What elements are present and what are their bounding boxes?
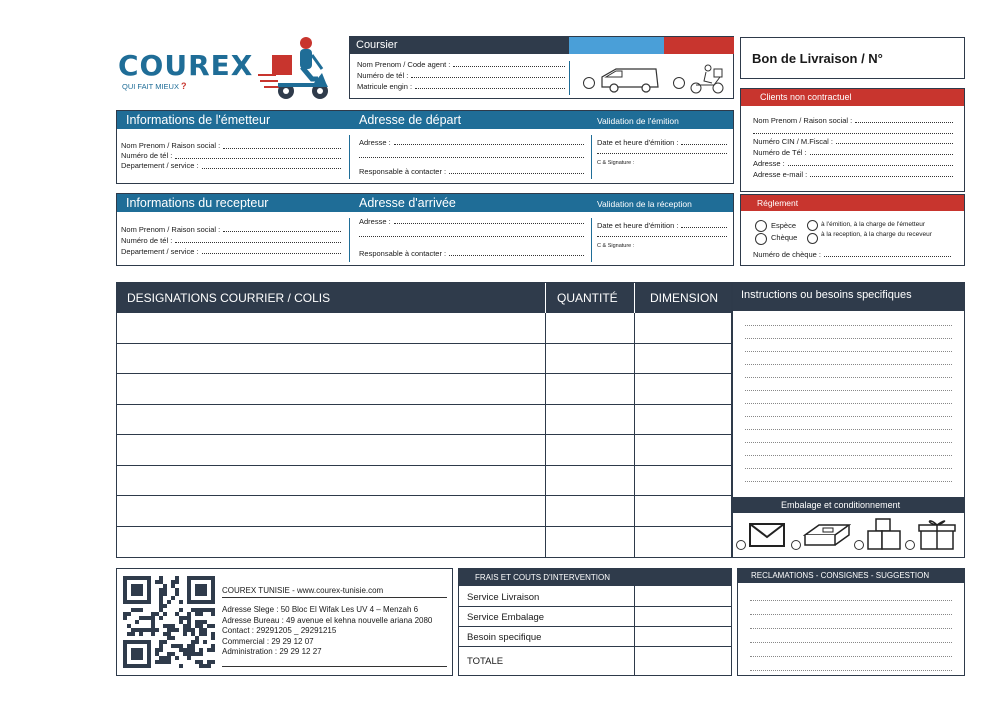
row-col-sep (634, 435, 635, 465)
dotted-line (745, 377, 952, 378)
reception-label: à la reception, à la charge du receveur (821, 231, 932, 238)
row-col-sep (545, 466, 546, 496)
clients-field-cin[interactable]: Numéro CIN / M.Fiscal : (753, 136, 953, 147)
instructions-lines[interactable] (733, 311, 964, 497)
logo-tagline: QUI FAIT MIEUX ? (122, 81, 187, 91)
dotted-line (745, 429, 952, 430)
row-col-sep (634, 466, 635, 496)
frais-title: FRAIS ET COUTS D'INTERVENTION (475, 573, 611, 582)
designations-col-header: DESIGNATIONS COURRIER / COLIS (127, 291, 331, 305)
clients-field-name-extra[interactable] (753, 126, 953, 134)
box-flat-radio[interactable] (791, 540, 801, 550)
van-radio[interactable] (583, 77, 595, 89)
reglement-header (741, 195, 964, 211)
coursier-header (350, 37, 569, 54)
dimension-col-header: DIMENSION (650, 291, 719, 305)
company-name-underline (222, 597, 447, 598)
company-lines (222, 605, 432, 658)
reception-signature-label: C & Signature : (597, 243, 635, 249)
coursier-title: Coursier (356, 39, 398, 51)
quantite-col-header: QUANTITÉ (557, 291, 618, 305)
recepteur-field-name[interactable]: Nom Prenom / Raison social : (121, 224, 341, 235)
reception-radio[interactable] (807, 233, 818, 244)
dotted-line (745, 351, 952, 352)
table-row[interactable] (117, 527, 731, 558)
instructions-title: Instructions ou besoins specifiques (741, 289, 912, 301)
dotted-line (745, 364, 952, 365)
company-adresse-bureau: Adresse Bureau : 49 avenue el kehna nouvelle ariana 2080 (222, 615, 433, 625)
table-row[interactable] (117, 374, 731, 405)
emition-date-field[interactable]: Date et heure d'émition : (597, 137, 727, 148)
cheque-label: Chèque (771, 233, 798, 242)
dotted-line (745, 442, 952, 443)
frais-row-1[interactable]: Service Livraison (459, 586, 731, 607)
company-name: COUREX TUNISIE - www.courex-tunisie.com (222, 586, 384, 595)
reclamations-title: RECLAMATIONS - CONSIGNES - SUGGESTION (751, 571, 930, 580)
row-col-sep (634, 313, 635, 343)
qr-code-icon (123, 576, 215, 668)
clients-field-tel[interactable]: Numéro de Tél : (753, 147, 953, 158)
clients-title: Clients non contractuel (760, 92, 852, 102)
flat-box-icon (803, 521, 851, 549)
row-col-sep (545, 435, 546, 465)
depart-adresse-line-2[interactable] (359, 157, 584, 158)
emetteur-field-name[interactable]: Nom Prenom / Raison social : (121, 141, 341, 151)
envelope-radio[interactable] (736, 540, 746, 550)
envelope-icon (748, 521, 786, 549)
company-contact: Contact : 29291205 _ 29291215 (222, 626, 337, 635)
scooter-courier-icon (256, 35, 334, 101)
stacked-boxes-icon (866, 517, 902, 551)
clients-fields (753, 115, 953, 180)
reception-date-field[interactable]: Date et heure d'émition : (597, 220, 727, 231)
designations-table (116, 282, 732, 558)
emition-date-line-2[interactable] (597, 153, 727, 154)
frais-row-total[interactable]: TOTALE (467, 656, 504, 667)
coursier-divider (569, 61, 570, 95)
dotted-line (745, 338, 952, 339)
recepteur-fields (121, 224, 341, 257)
bon-livraison-panel (740, 37, 965, 79)
frais-row-2[interactable]: Service Embalage (459, 607, 731, 627)
emition-radio[interactable] (807, 220, 818, 231)
dotted-line (745, 468, 952, 469)
coursier-header-red (664, 37, 734, 54)
dotted-line (750, 642, 952, 643)
reglement-panel (740, 194, 965, 266)
coursier-header-blue (569, 37, 664, 54)
table-row[interactable] (117, 313, 731, 344)
clients-header (741, 89, 964, 106)
validation-reception-title: Validation de la réception (597, 199, 692, 209)
frais-col-sep (634, 586, 635, 675)
reception-date-line-2[interactable] (597, 236, 727, 237)
company-commercial: Commercial : 29 29 12 07 (222, 636, 314, 646)
coursier-field-name[interactable]: Nom Prenom / Code agent : (357, 59, 565, 70)
recepteur-panel (116, 193, 734, 266)
row-col-sep (634, 496, 635, 526)
cheque-radio[interactable] (755, 233, 767, 245)
instructions-panel (732, 282, 965, 558)
emetteur-fields (121, 141, 341, 171)
bon-title: Bon de Livraison / N° (752, 51, 883, 66)
reglement-title: Réglement (757, 198, 799, 208)
emballage-title: Embalage et conditionnement (781, 500, 901, 510)
table-row[interactable] (117, 496, 731, 527)
gift-radio[interactable] (905, 540, 915, 550)
company-adresse-siege: Adresse Slege : 50 Bloc El Wifak Les UV 4 – Menzah 6 (222, 605, 419, 614)
row-col-sep (545, 496, 546, 526)
arrivee-adresse-line-2[interactable] (359, 236, 584, 237)
clients-field-adresse[interactable]: Adresse : (753, 158, 953, 169)
arrivee-responsable-field[interactable]: Responsable à contacter : (359, 248, 584, 259)
dotted-line (745, 455, 952, 456)
emballage-header (733, 497, 964, 513)
dotted-line (750, 656, 952, 657)
dotted-line (750, 600, 952, 601)
dotted-line (745, 325, 952, 326)
table-row[interactable] (117, 344, 731, 375)
emition-signature-label: C & Signature : (597, 160, 635, 166)
coursier-field-matricule[interactable]: Matricule engin : (357, 81, 565, 92)
validation-emition-title: Validation de l'émition (597, 116, 679, 126)
table-row[interactable] (117, 466, 731, 497)
dotted-line (745, 403, 952, 404)
frais-panel (458, 568, 732, 676)
row-col-sep (634, 344, 635, 374)
van-icon (598, 65, 662, 95)
coursier-panel (349, 36, 734, 99)
company-panel (116, 568, 453, 676)
row-col-sep (545, 374, 546, 404)
logo (118, 35, 333, 105)
reclamations-lines[interactable] (738, 583, 964, 675)
depart-responsable-field[interactable]: Responsable à contacter : (359, 166, 584, 177)
emetteur-panel (116, 110, 734, 184)
emetteur-divider-2 (591, 135, 592, 179)
dotted-line (745, 390, 952, 391)
reclamations-panel (737, 568, 965, 676)
reclamations-header (738, 569, 964, 583)
row-col-sep (634, 405, 635, 435)
header-col-sep-1 (545, 283, 546, 313)
dotted-line (750, 628, 952, 629)
dotted-line (745, 416, 952, 417)
table-row[interactable] (117, 405, 731, 436)
arrivee-adresse-field[interactable]: Adresse : (359, 216, 584, 227)
arrivee-title: Adresse d'arrivée (359, 196, 456, 210)
company-bottom-line (222, 666, 447, 667)
designations-rows (117, 313, 731, 557)
recepteur-field-tel[interactable]: Numéro de tél : (121, 235, 341, 246)
company-administration: Administration : 29 29 12 27 (222, 647, 322, 656)
table-row[interactable] (117, 435, 731, 466)
row-col-sep (634, 527, 635, 558)
dotted-line (750, 614, 952, 615)
dotted-line (750, 670, 952, 671)
emetteur-title: Informations de l'émetteur (126, 113, 271, 127)
clients-field-name[interactable]: Nom Prenom / Raison social : (753, 115, 953, 126)
cheque-number-field[interactable]: Numéro de chèque : (753, 249, 951, 260)
gift-box-icon (917, 517, 957, 551)
row-col-sep (545, 405, 546, 435)
emetteur-field-tel[interactable]: Numéro de tél : (121, 151, 341, 161)
row-col-sep (545, 344, 546, 374)
depart-title: Adresse de départ (359, 113, 462, 127)
dotted-line (745, 481, 952, 482)
coursier-fields (357, 59, 565, 92)
instructions-header (733, 283, 964, 311)
frais-row-3[interactable]: Besoin specifique (459, 627, 731, 647)
row-col-sep (545, 313, 546, 343)
emetteur-divider-1 (349, 135, 350, 179)
header-col-sep-2 (634, 283, 635, 313)
clients-panel (740, 88, 965, 192)
espece-label: Espèce (771, 221, 797, 230)
row-col-sep (634, 374, 635, 404)
recepteur-field-service[interactable]: Departement / service : (121, 246, 341, 257)
boxes-radio[interactable] (854, 540, 864, 550)
recepteur-divider-1 (349, 218, 350, 262)
depart-adresse-field[interactable]: Adresse : (359, 137, 584, 148)
coursier-field-tel[interactable]: Numéro de tél : (357, 70, 565, 81)
moto-radio[interactable] (673, 77, 685, 89)
recepteur-title: Informations du recepteur (126, 196, 269, 210)
recepteur-divider-2 (591, 218, 592, 262)
moto-courier-icon (688, 63, 726, 95)
emetteur-field-service[interactable]: Departement / service : (121, 161, 341, 171)
row-col-sep (545, 527, 546, 558)
logo-brand: COUREX (118, 49, 254, 82)
espece-radio[interactable] (755, 220, 767, 232)
frais-header (459, 569, 731, 586)
clients-field-email[interactable]: Adresse e-mail : (753, 169, 953, 180)
emition-label: à l'émition, à la charge de l'émetteur (821, 221, 926, 228)
